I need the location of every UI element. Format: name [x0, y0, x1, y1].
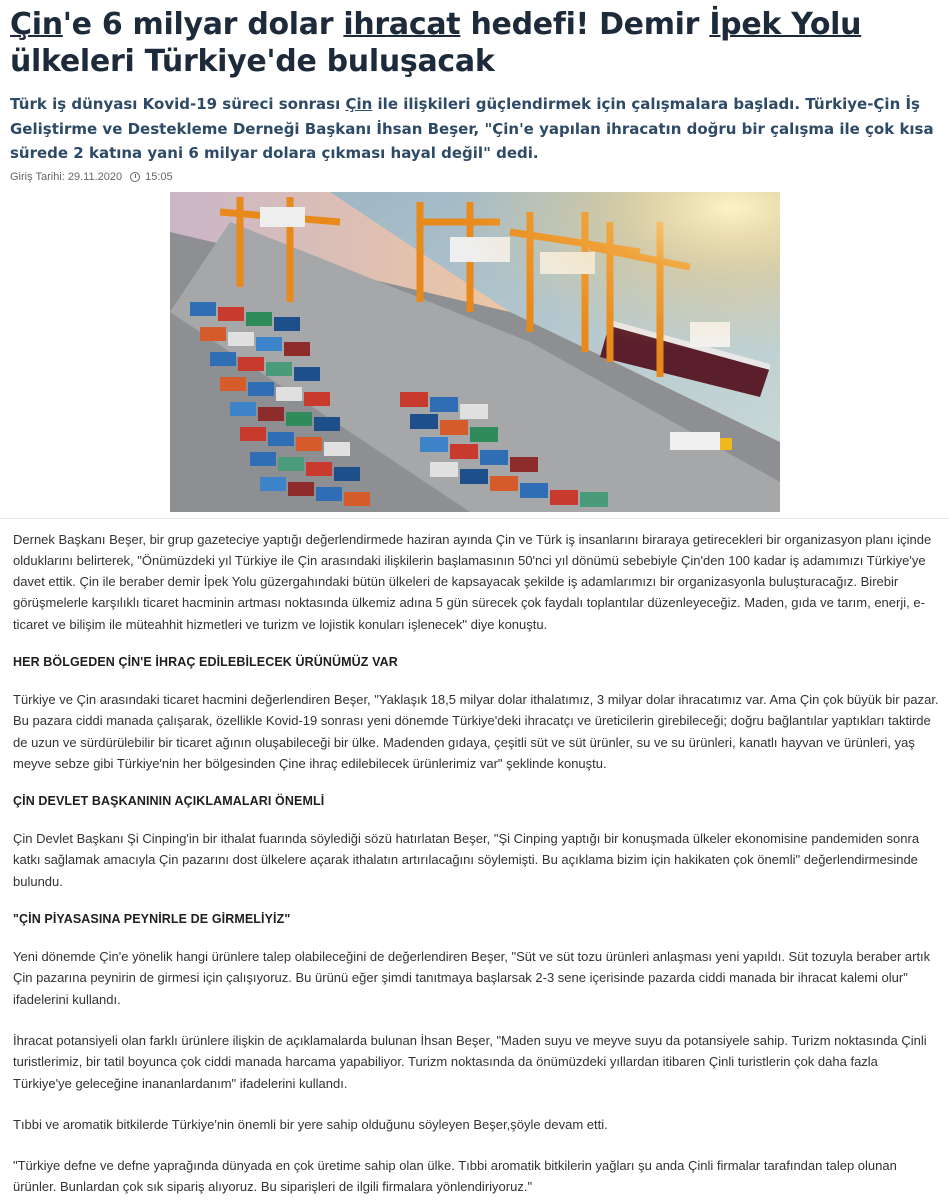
article-body: [0, 529, 949, 1198]
article-subheading: HER BÖLGEDEN ÇİN'E İHRAÇ EDİLEBİLECEK ÜRÜNÜMÜZ VAR: [13, 654, 398, 669]
article-subheading: ÇİN DEVLET BAŞKANININ AÇIKLAMALARI ÖNEMLİ: [13, 794, 325, 809]
headline-link-cin[interactable]: Çin: [10, 7, 63, 42]
lead-link-cin[interactable]: Çin: [345, 95, 373, 113]
headline-text: ülkeleri Türkiye'de buluşacak: [10, 44, 495, 79]
publish-date: Giriş Tarihi: 29.11.2020: [10, 170, 123, 183]
article-headline: [0, 0, 949, 80]
clock-icon: [130, 172, 140, 182]
article-paragraph: Türkiye ve Çin arasındaki ticaret hacmini değerlendiren Beşer, "Yaklaşık 18,5 milyar dolar ithalatımız, 3 milyar dolar ihracatımız var. Ama Çin çok büyük bir pazar. Bu pazara ciddi manada çalışarak, özellikle Kovid-19 sonrası yeni dönemde Türkiye'deki ihracatçı ve üreticilerin girebileceği; doğru bağlantılar yaptıkları taktirde de uzun ve sürdürülebilir bir ticaret ağının oluşabileceği bir ülke. Madenden gıdaya, çeşitli süt ve süt ürünler, su ve su ürünleri, kanatlı hayvan ve ürünleri, yaş meyve sebze gibi Türkiye'nin her bölgesinden Çine ihraç edilebilecek ürünlerimiz var" şeklinde konuştu.: [13, 691, 939, 771]
article-meta: [0, 166, 949, 186]
headline-text: 'e 6 milyar dolar: [62, 7, 344, 42]
hero-image: [170, 192, 780, 512]
article-paragraph: "Türkiye defne ve defne yaprağında dünyada en çok üretime sahip olan ülke. Tıbbi aromatik bitkilerin yağları şu anda Çinli firmalar tarafından talep olunan ürünler. Bunlardan çok sık sipariş alıyoruz. Bu siparişleri de ilgili firmalara yönlendiriyoruz.": [13, 1158, 897, 1195]
lead-text: Türk iş dünyası Kovid-19 süreci sonrası: [10, 95, 346, 113]
headline-link-ihracat[interactable]: ihracat: [343, 7, 461, 42]
divider: [0, 518, 949, 519]
article-paragraph: Çin Devlet Başkanı Şi Cinping'in bir ithalat fuarında söylediği sözü hatırlatan Beşer, "Şi Cinping yaptığı bir konuşmada ülkeler ekonomisine pandemiden sonra katkı sağlamak amacıyla Çin pazarını dost ülkelere açarak ithalatın artırılacağını söylemişti. Bu açıklama bizim için hakikaten çok önemli" değerlendirmesinde bulundu.: [13, 831, 920, 889]
hero-image-container: [0, 186, 949, 512]
article-paragraph: Yeni dönemde Çin'e yönelik hangi ürünlere talep olabileceğini de değerlendiren Beşer, "Süt ve süt tozu ürünleri anlaşması yeni yapıldı. Süt tozuyla beraber artık Çin pazarına peynirin de girmesi için çalışıyoruz. Bu ürünü eğer şimdi tanıtmaya başlarsak 2-3 sene içerisinde pazarda ciddi manada bir ihracat kalemi olur" ifadelerini kullandı.: [13, 949, 931, 1007]
article-paragraph: Dernek Başkanı Beşer, bir grup gazeteciye yaptığı değerlendirmede haziran ayında Çin ve Türk iş insanlarını biraraya getirecekleri bir organizasyon planı içinde olduklarını belirterek, "Önümüzdeki yıl Türkiye ile Çin arasındaki ilişkilerin başlamasının 50'nci yıl dönümü sebebiyle Çin'den 100 kadar iş adamımızı Türkiye'ye davet ettik. Çin ile beraber demir İpek Yolu güzergahındaki bütün ülkeleri de kapsayacak şekilde iş adamlarımızı bir organizasyonla buluşturacağız. Birebir görüşmelerle karşılıklı ticaret hacminin artması noktasında ülkemiz adına 5 gün sürecek çok faydalı toplantılar düzenleyeceğiz. Maden, gıda ve tarım, enerji, e-ticaret ve bilişim ile müteahhit hizmetleri ve turizm ve lojistik konuları işlenecek" diye konuştu.: [13, 531, 932, 632]
article-lead: [0, 92, 949, 166]
lead-text: ile ilişkileri güçlendirmek için çalışmalara başladı. Türkiye-Çin İş Geliştirme ve Destekleme Derneği Başkanı İhsan Beşer, "Çin'e yapılan ihracatın doğru bir çalışma ile çok kısa sürede 2 katına yani 6 milyar dolara çıkması hayal değil" dedi.: [10, 95, 934, 162]
headline-link-ipek-yolu[interactable]: İpek Yolu: [709, 7, 862, 42]
publish-time: 15:05: [145, 170, 173, 183]
article-paragraph: İhracat potansiyeli olan farklı ürünlere ilişkin de açıklamalarda bulunan İhsan Beşer, "Maden suyu ve meyve suyu da potansiyele sahip. Turizm noktasında Çinli turistlerimiz, bir tatil boyunca çok ciddi manada harcama yapabiliyor. Turizm noktasında da önümüzdeki yıllardan itibaren Çinli turistlerin çok daha fazla Türkiye'ye geleceğine inananlardanım" ifadelerini kullandı.: [13, 1032, 927, 1091]
article-subheading: "ÇİN PİYASASINA PEYNİRLE DE GİRMELİYİZ": [13, 912, 291, 927]
headline-text: hedefi! Demir: [460, 7, 710, 42]
article-paragraph: Tıbbi ve aromatik bitkilerde Türkiye'nin önemli bir yere sahip olduğunu söyleyen Beşer,şöyle devam etti.: [13, 1116, 608, 1132]
